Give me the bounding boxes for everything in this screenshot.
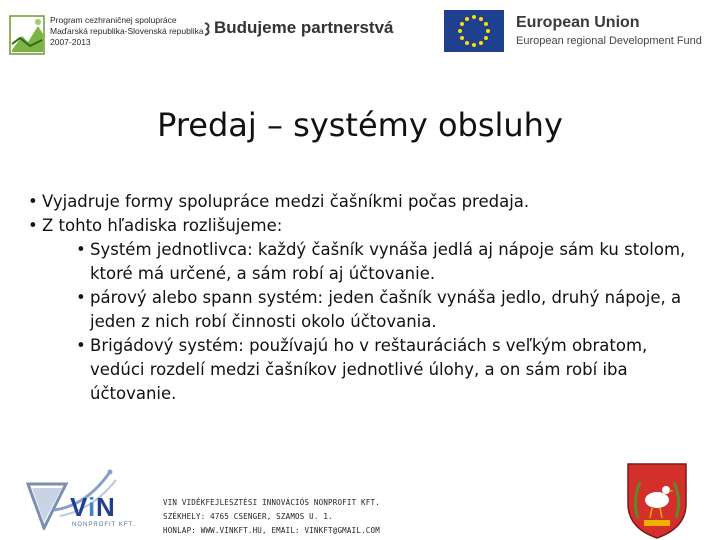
header-logos: [0, 0, 720, 70]
eu-subtitle: European regional Development Fund: [516, 35, 702, 47]
svg-text:i: i: [88, 492, 96, 522]
program-logo-icon: [8, 14, 48, 58]
vin-logo-icon: [26, 466, 154, 530]
sub-bullet-item: • párový alebo spann systém: jeden čašník vynáša jedlo, druhý nápoje, a jeden z nich robí činnosti okolo účtovania.: [76, 286, 688, 334]
coat-of-arms-icon: [624, 460, 690, 540]
program-line-1: Program cezhraničnej spolupráce: [50, 15, 177, 25]
sub-bullet-item: • Systém jednotlivca: každý čašník vynáša jedlá aj nápoje sám ku stolom, ktoré má určené, a sám robí aj účtovanie.: [76, 238, 688, 286]
svg-text:V: V: [70, 492, 88, 522]
org-name: VIN VIDÉKFEJLESZTÉSI INNOVÁCIÓS NONPROFIT KFT.: [163, 498, 380, 507]
bullet-item: • Z tohto hľadiska rozlišujeme:: [28, 214, 688, 238]
partnership-title-text: Budujeme partnerstvá: [214, 18, 394, 37]
sub-bullet-item: • Brigádový systém: používajú ho v reštauráciách s veľkým obratom, vedúci rozdelí medzi čašníkov jednotlivé úlohy, a on sám robí iba účtovanie.: [76, 334, 688, 406]
program-logo-text: [50, 15, 204, 48]
partnership-title: [214, 18, 394, 38]
slide-content: [28, 190, 688, 406]
eu-title: European Union: [516, 14, 640, 31]
eu-flag-icon: [444, 10, 504, 52]
svg-text:N: N: [96, 492, 115, 522]
org-contact: HONLAP: WWW.VINKFT.HU, EMAIL: VINKFT@GMAIL.COM: [163, 526, 380, 535]
partnership-hook-icon: [204, 21, 212, 37]
program-line-3: 2007-2013: [50, 37, 91, 47]
bullet-item: • Vyjadruje formy spolupráce medzi čašníkmi počas predaja.: [28, 190, 688, 214]
organization-info: [163, 496, 380, 538]
org-address: SZÉKHELY: 4765 CSENGER, SZAMOS U. 1.: [163, 512, 333, 521]
svg-text:NONPROFIT KFT.: NONPROFIT KFT.: [72, 522, 136, 528]
slide-title: Predaj – systémy obsluhy: [157, 106, 563, 144]
program-line-2: Maďarská republika-Slovenská republika: [50, 26, 204, 36]
